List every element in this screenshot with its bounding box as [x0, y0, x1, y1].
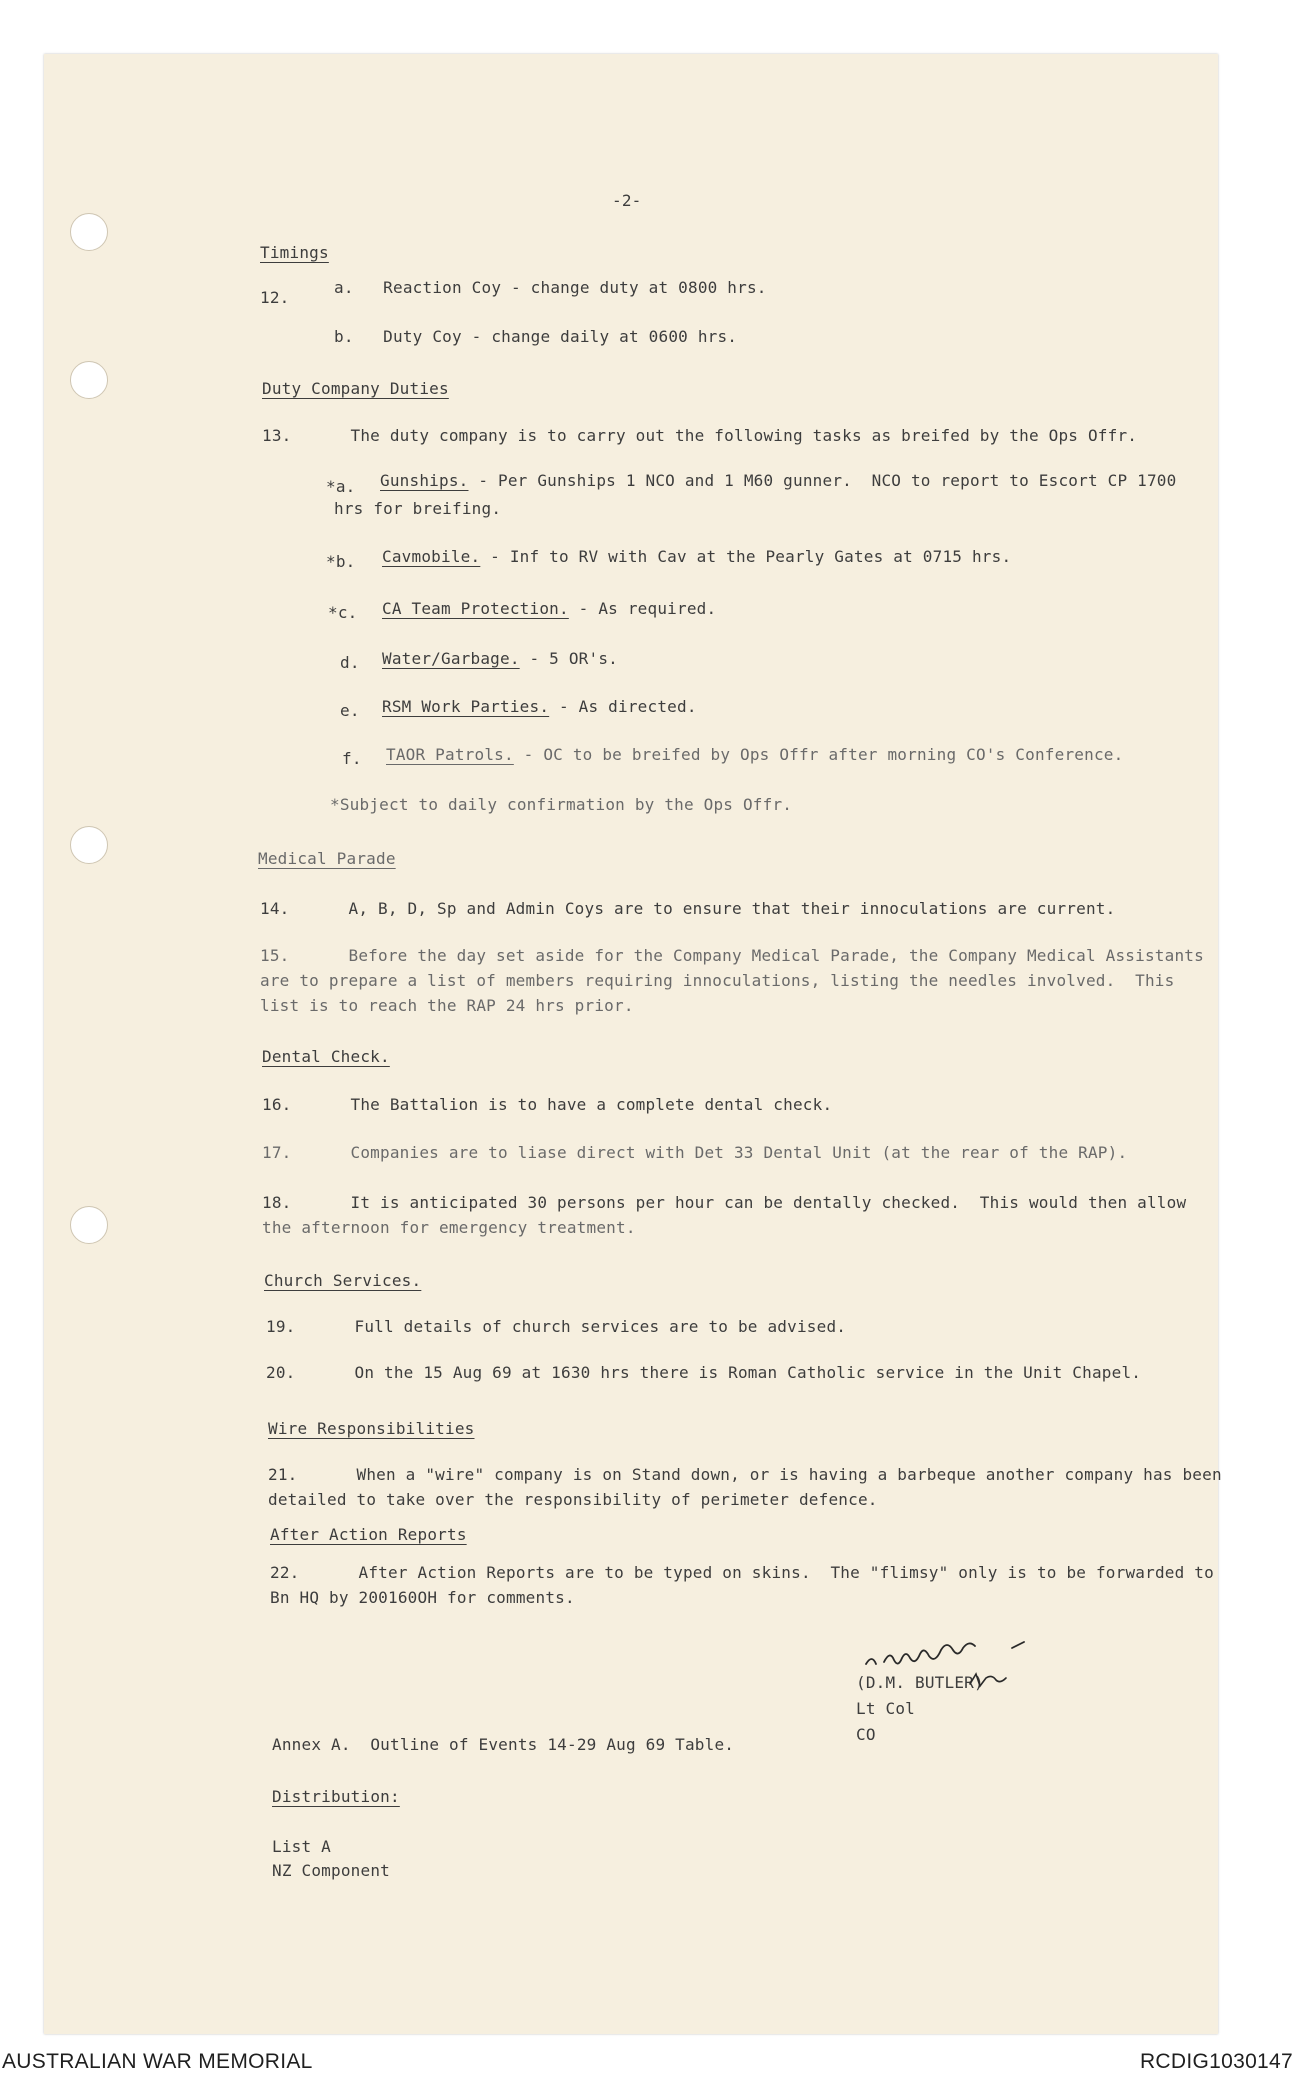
duty-a — [380, 470, 1176, 492]
para-15-line-1: 15. Before the day set aside for the Company Medical Parade, the Company Medical Assistants — [260, 946, 1204, 965]
duty-d-text: - 5 OR's. — [519, 649, 618, 668]
punch-hole-2 — [70, 361, 108, 399]
footer-institution: AUSTRALIAN WAR MEMORIAL — [2, 2050, 313, 2073]
duty-c-label: CA Team Protection. — [382, 599, 569, 618]
handwritten-signature — [862, 1638, 1042, 1672]
duty-c — [382, 598, 716, 620]
section-heading-after-action: After Action Reports — [270, 1525, 467, 1544]
para-17: 17. Companies are to liase direct with Det 33 Dental Unit (at the rear of the RAP). — [262, 1143, 1128, 1162]
para-19: 19. Full details of church services are to be advised. — [266, 1317, 847, 1336]
duty-e-label: RSM Work Parties. — [382, 697, 550, 716]
distribution-heading: Distribution: — [272, 1787, 400, 1806]
duty-b-text: - Inf to RV with Cav at the Pearly Gates at 0715 hrs. — [480, 547, 1012, 566]
duty-note: *Subject to daily confirmation by the Ops Offr. — [330, 795, 793, 814]
duty-e-marker: e. — [340, 701, 360, 720]
footer-record-id: RCDIG1030147 — [1139, 2050, 1293, 2073]
annex-reference: Annex A. Outline of Events 14-29 Aug 69 Table. — [272, 1735, 735, 1754]
para-21-line-1: 21. When a "wire" company is on Stand down, or is having a barbeque another company has been — [268, 1465, 1222, 1484]
duty-a-label: Gunships. — [380, 471, 469, 490]
duty-b-label: Cavmobile. — [382, 547, 481, 566]
distribution-item-1: List A — [272, 1837, 331, 1856]
para-12-number: 12. — [260, 288, 290, 307]
signature-rank: Lt Col — [856, 1699, 915, 1718]
duty-b — [382, 546, 1011, 568]
section-heading-timings: Timings — [260, 243, 329, 262]
punch-hole-1 — [70, 213, 108, 251]
para-20: 20. On the 15 Aug 69 at 1630 hrs there is Roman Catholic service in the Unit Chapel. — [266, 1363, 1142, 1382]
duty-f-label: TAOR Patrols. — [386, 745, 514, 764]
para-13: 13. The duty company is to carry out the following tasks as breifed by the Ops Offr. — [262, 426, 1138, 445]
para-18-line-1: 18. It is anticipated 30 persons per hour can be dentally checked. This would then allow — [262, 1193, 1187, 1212]
duty-d — [382, 648, 618, 670]
duty-c-text: - As required. — [568, 599, 717, 618]
section-heading-duty: Duty Company Duties — [262, 379, 449, 398]
distribution-item-2: NZ Component — [272, 1861, 390, 1880]
para-21-line-2: detailed to take over the responsibility of perimeter defence. — [268, 1490, 878, 1509]
punch-hole-4 — [70, 1206, 108, 1244]
para-12a: a. Reaction Coy - change duty at 0800 hrs. — [334, 278, 767, 297]
duty-f-marker: f. — [342, 749, 362, 768]
para-14: 14. A, B, D, Sp and Admin Coys are to ensure that their innoculations are current. — [260, 899, 1116, 918]
duty-f — [386, 744, 1123, 766]
section-heading-dental: Dental Check. — [262, 1047, 390, 1066]
para-18-line-2: the afternoon for emergency treatment. — [262, 1218, 636, 1237]
section-heading-church: Church Services. — [264, 1271, 422, 1290]
para-22-line-2: Bn HQ by 200160OH for comments. — [270, 1588, 575, 1607]
duty-d-label: Water/Garbage. — [382, 649, 520, 668]
section-heading-wire: Wire Responsibilities — [268, 1419, 475, 1438]
para-22-line-1: 22. After Action Reports are to be typed on skins. The "flimsy" only is to be forwarded to — [270, 1563, 1214, 1582]
duty-a-continued: hrs for breifing. — [334, 499, 502, 518]
para-16: 16. The Battalion is to have a complete dental check. — [262, 1095, 833, 1114]
initials-mark — [968, 1670, 1012, 1690]
para-15-line-3: list is to reach the RAP 24 hrs prior. — [260, 996, 634, 1015]
duty-f-text: - OC to be breifed by Ops Offr after morning CO's Conference. — [513, 745, 1124, 764]
duty-a-marker: *a. — [326, 477, 356, 496]
duty-e-text: - As directed. — [549, 697, 697, 716]
para-15-line-2: are to prepare a list of members requiring innoculations, listing the needles involved. This — [260, 971, 1175, 990]
para-12b: b. Duty Coy - change daily at 0600 hrs. — [334, 327, 738, 346]
duty-b-marker: *b. — [326, 552, 356, 571]
duty-c-marker: *c. — [328, 603, 358, 622]
signature-appointment: CO — [856, 1725, 876, 1744]
signature-name: (D.M. BUTLER) — [856, 1673, 984, 1692]
duty-d-marker: d. — [340, 653, 360, 672]
duty-a-text: - Per Gunships 1 NCO and 1 M60 gunner. NCO to report to Escort CP 1700 — [468, 471, 1177, 490]
page-number: -2- — [612, 191, 642, 210]
section-heading-medical: Medical Parade — [258, 849, 396, 868]
punch-hole-3 — [70, 826, 108, 864]
duty-e — [382, 696, 697, 718]
